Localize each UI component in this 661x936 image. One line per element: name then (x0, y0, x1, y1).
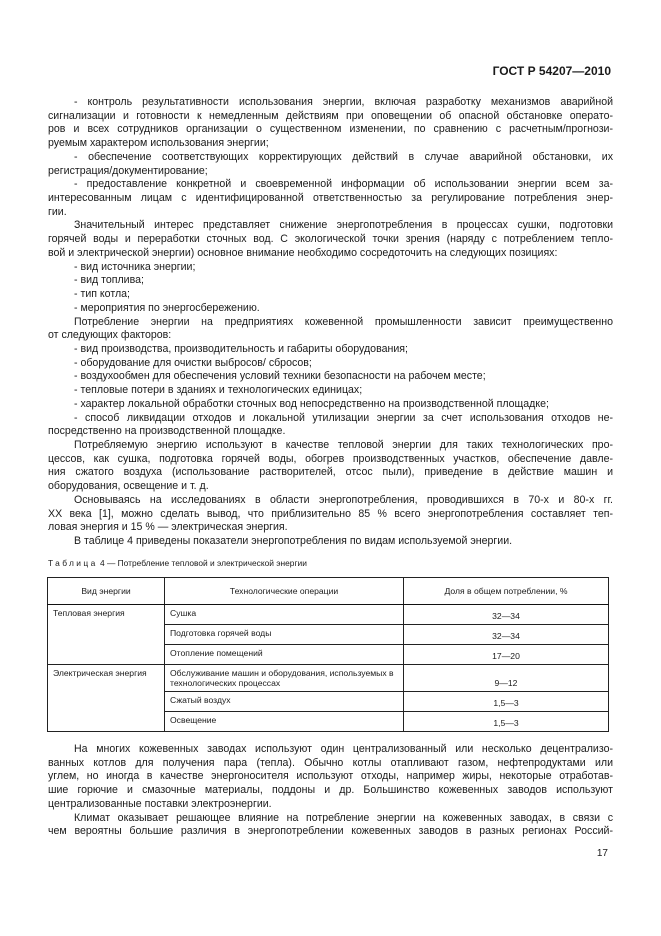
paragraph-line: чем вероятны большие различия в энергопотреблении кожевенных заводов в разных регионах Россий- (48, 825, 613, 838)
energy-type-cell (48, 692, 165, 712)
list-item-line: гии. (48, 205, 67, 218)
paragraph-line: XX века [1], можно сделать вывод, что приблизительно 85 % всего энергопотребления составляет теп- (48, 507, 613, 520)
list-item-line: сигнализации и готовности к немедленным действиям при оповещении об опасной обстановке операто- (48, 109, 613, 122)
document-number: ГОСТ Р 54207—2010 (492, 64, 611, 78)
energy-consumption-table (47, 577, 609, 732)
table-caption-title: 4 — Потребление тепловой и электрической энергии (97, 558, 307, 568)
table-row (48, 605, 609, 625)
paragraph-line: Потребляемую энергию используют в качестве тепловой энергии для таких технологических про- (74, 438, 613, 451)
operation-cell: Освещение (165, 712, 404, 732)
energy-type-cell: Тепловая энергия (48, 605, 165, 625)
energy-type-cell: Электрическая энергия (48, 665, 165, 692)
paragraph-line: Основываясь на исследованиях в области энергопотребления, проводившихся в 70-х и 80-х гг. (74, 493, 613, 506)
energy-type-cell (48, 625, 165, 645)
energy-type-cell (48, 712, 165, 732)
operation-cell: Сжатый воздух (165, 692, 404, 712)
share-cell: 9—12 (404, 665, 609, 692)
table-caption-label: Таблица (48, 558, 98, 568)
list-item-line: - обеспечение соответствующих корректирующих действий в случае аварийной обстановки, их (74, 150, 613, 163)
list-item-line: руемым характером использования энергии; (48, 137, 269, 150)
share-cell: 32—34 (404, 625, 609, 645)
paragraph-line: Климат оказывает решающее влияние на потребление энергии на кожевенных заводах, в связи с (74, 811, 613, 824)
list-item-line: - вид производства, производительность и габариты оборудования; (74, 342, 408, 355)
share-cell: 32—34 (404, 605, 609, 625)
list-item-line: - контроль результативности использования энергии, включая разработку механизмов аварийной (74, 96, 613, 108)
operation-cell: Отопление помещений (165, 645, 404, 665)
list-item-line: ров и всех сотрудников организации о существенном изменении, по сравнению с расчетным/прогнози- (48, 123, 613, 136)
header-operations: Технологические операции (165, 578, 404, 605)
paragraph-line: вой и электрической энергии) основное внимание необходимо сосредоточить на следующих позициях: (48, 246, 558, 259)
table-header-row (48, 578, 609, 605)
operation-cell: Подготовка горячей воды (165, 625, 404, 645)
paragraph-line: шие горючие и смазочные материалы, поддоны и др. Большинство кожевенных заводов используют (48, 784, 613, 797)
table-row (48, 625, 609, 645)
list-item-line: посредственно на производственной площадке. (48, 425, 286, 438)
header-share: Доля в общем потреблении, % (404, 578, 609, 605)
table-row (48, 712, 609, 732)
operation-cell: Сушка (165, 605, 404, 625)
paragraph-line: ловая энергия и 15 % — электрическая энергия. (48, 521, 288, 534)
header-energy-type: Вид энергии (48, 578, 165, 605)
paragraph-line: ния сжатого воздуха (использование растворителей, отсос пыли), приведение в действие машин и (48, 466, 613, 479)
paragraph-line: цессов, как сушка, подготовка горячей воды, обогрев производственных участков, обеспечение давле- (48, 452, 613, 465)
list-item-line: - тепловые потери в зданиях и технологических единицах; (74, 384, 363, 397)
table-row (48, 665, 609, 692)
paragraph-line: Значительный интерес представляет снижение энергопотребления в процессах сушки, подготовки (74, 219, 613, 232)
paragraph-line: На многих кожевенных заводах используют один централизованный или несколько децентрализо- (74, 743, 613, 755)
paragraph-line: от следующих факторов: (48, 329, 172, 342)
page-number: 17 (596, 848, 608, 859)
list-item-line: - вид источника энергии; (74, 260, 196, 273)
list-item-line: - характер локальной обработки сточных вод непосредственно на производственной площадке; (74, 397, 549, 410)
operation-cell: Обслуживание машин и оборудования, используемых в технологических процессах (165, 665, 404, 692)
paragraph-line: оборудования, освещение и т. д. (48, 480, 209, 493)
table-caption (48, 558, 307, 568)
body-text-top (48, 96, 613, 549)
list-item-line: - тип котла; (74, 288, 130, 301)
list-item-line: интересованным лицам с идентифицированной ответственностью за регулирование потребления энер- (48, 192, 613, 205)
list-item-line: - способ ликвидации отходов и локальной утилизации энергии за счет использования отходов не- (74, 411, 613, 424)
paragraph-line: В таблице 4 приведены показатели энергопотребления по видам используемой энергии. (74, 535, 513, 547)
list-item-line: - предоставление конкретной и своевременной информации об использовании энергии всем за- (74, 178, 613, 191)
share-cell: 1,5—3 (404, 712, 609, 732)
paragraph-line: Потребление энергии на предприятиях кожевенной промышленности зависит преимущественно (74, 315, 613, 328)
share-cell: 1,5—3 (404, 692, 609, 712)
table-row (48, 645, 609, 665)
paragraph-line: ванных котлов для получения пара (тепла). Обычно котлы отапливают газом, нефтепродуктами или (48, 756, 613, 769)
table-row (48, 692, 609, 712)
list-item-line: - оборудование для очистки выбросов/ сбросов; (74, 356, 312, 369)
share-cell: 17—20 (404, 645, 609, 665)
body-text-bottom (48, 743, 613, 839)
list-item-line: - вид топлива; (74, 274, 144, 287)
paragraph-line: централизованные поставки электроэнергии. (48, 797, 272, 810)
paragraph-line: горячей воды и переработки сточных вод. С экологической точки зрения (наряду с потреблением тепло- (48, 233, 613, 246)
energy-type-cell (48, 645, 165, 665)
paragraph-line: углем, но иногда в качестве энергоносителя используют отходы, например жиры, некоторые отработав- (48, 770, 613, 783)
list-item-line: регистрация/документирование; (48, 164, 208, 177)
list-item-line: - воздухообмен для обеспечения условий техники безопасности на рабочем месте; (74, 370, 486, 383)
list-item-line: - мероприятия по энергосбережению. (74, 301, 260, 314)
